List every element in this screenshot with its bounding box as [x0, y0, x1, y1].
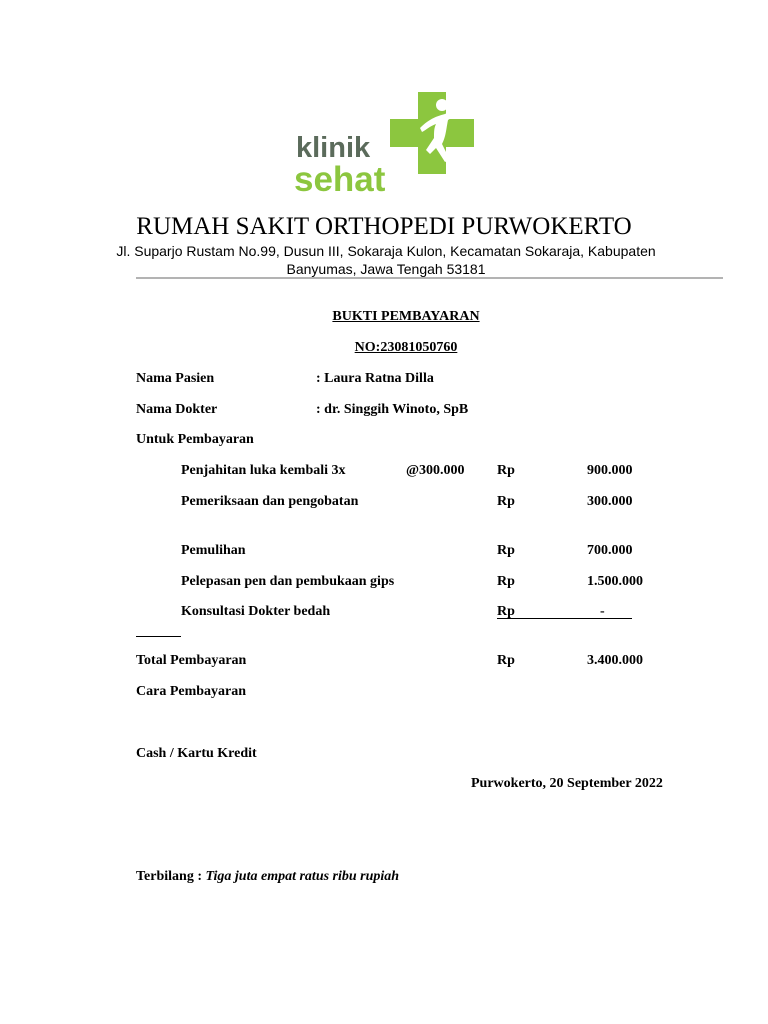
item-amount: 700.000 — [587, 543, 633, 558]
address-line-2: Banyumas, Jawa Tengah 53181 — [286, 261, 486, 277]
item-unit-price: @300.000 — [406, 463, 465, 478]
doctor-name-label: Nama Dokter — [136, 402, 218, 417]
doctor-name-value: : dr. Singgih Winoto, SpB — [316, 402, 469, 417]
item-description: Konsultasi Dokter bedah — [181, 604, 331, 619]
item-amount: - — [600, 604, 605, 619]
item-description: Pemeriksaan dan pengobatan — [181, 494, 359, 509]
logo-word-klinik: klinik — [296, 132, 371, 164]
subtotal-underline — [497, 618, 632, 619]
item-amount: 900.000 — [587, 463, 633, 478]
item-currency: Rp — [497, 543, 515, 558]
separator-line — [136, 636, 181, 637]
patient-name-label: Nama Pasien — [136, 371, 215, 386]
spelled-value: Tiga juta empat ratus ribu rupiah — [205, 869, 400, 884]
item-currency: Rp — [497, 604, 515, 619]
address-line-1: Jl. Suparjo Rustam No.99, Dusun III, Sokaraja Kulon, Kecamatan Sokaraja, Kabupaten — [116, 243, 656, 259]
item-currency: Rp — [497, 574, 515, 589]
item-currency: Rp — [497, 463, 515, 478]
item-amount: 1.500.000 — [587, 574, 643, 589]
medical-cross-person-icon — [390, 92, 476, 174]
total-currency: Rp — [497, 653, 515, 668]
hospital-address — [80, 242, 692, 278]
document-number: NO:23081050760 — [354, 340, 458, 355]
total-amount: 3.400.000 — [587, 653, 643, 668]
item-currency: Rp — [497, 494, 515, 509]
item-description: Pelepasan pen dan pembukaan gips — [181, 574, 395, 589]
spelled-label: Terbilang : — [136, 869, 202, 884]
item-description: Penjahitan luka kembali 3x — [181, 463, 346, 478]
payment-method-label: Cara Pembayaran — [136, 684, 247, 699]
hospital-name: RUMAH SAKIT ORTHOPEDI PURWOKERTO — [136, 213, 632, 240]
header-divider — [136, 277, 723, 279]
total-label: Total Pembayaran — [136, 653, 247, 668]
place-date: Purwokerto, 20 September 2022 — [471, 776, 663, 791]
payment-for-label: Untuk Pembayaran — [136, 432, 254, 447]
patient-name-value: : Laura Ratna Dilla — [316, 371, 434, 386]
item-currency-underlined — [497, 603, 632, 621]
clinic-logo — [290, 90, 476, 198]
item-description: Pemulihan — [181, 543, 246, 558]
item-amount: 300.000 — [587, 494, 633, 509]
document-title: BUKTI PEMBAYARAN — [332, 309, 480, 324]
payment-method-value: Cash / Kartu Kredit — [136, 746, 257, 761]
spelled-amount — [136, 868, 399, 886]
logo-word-sehat: sehat — [294, 160, 386, 199]
